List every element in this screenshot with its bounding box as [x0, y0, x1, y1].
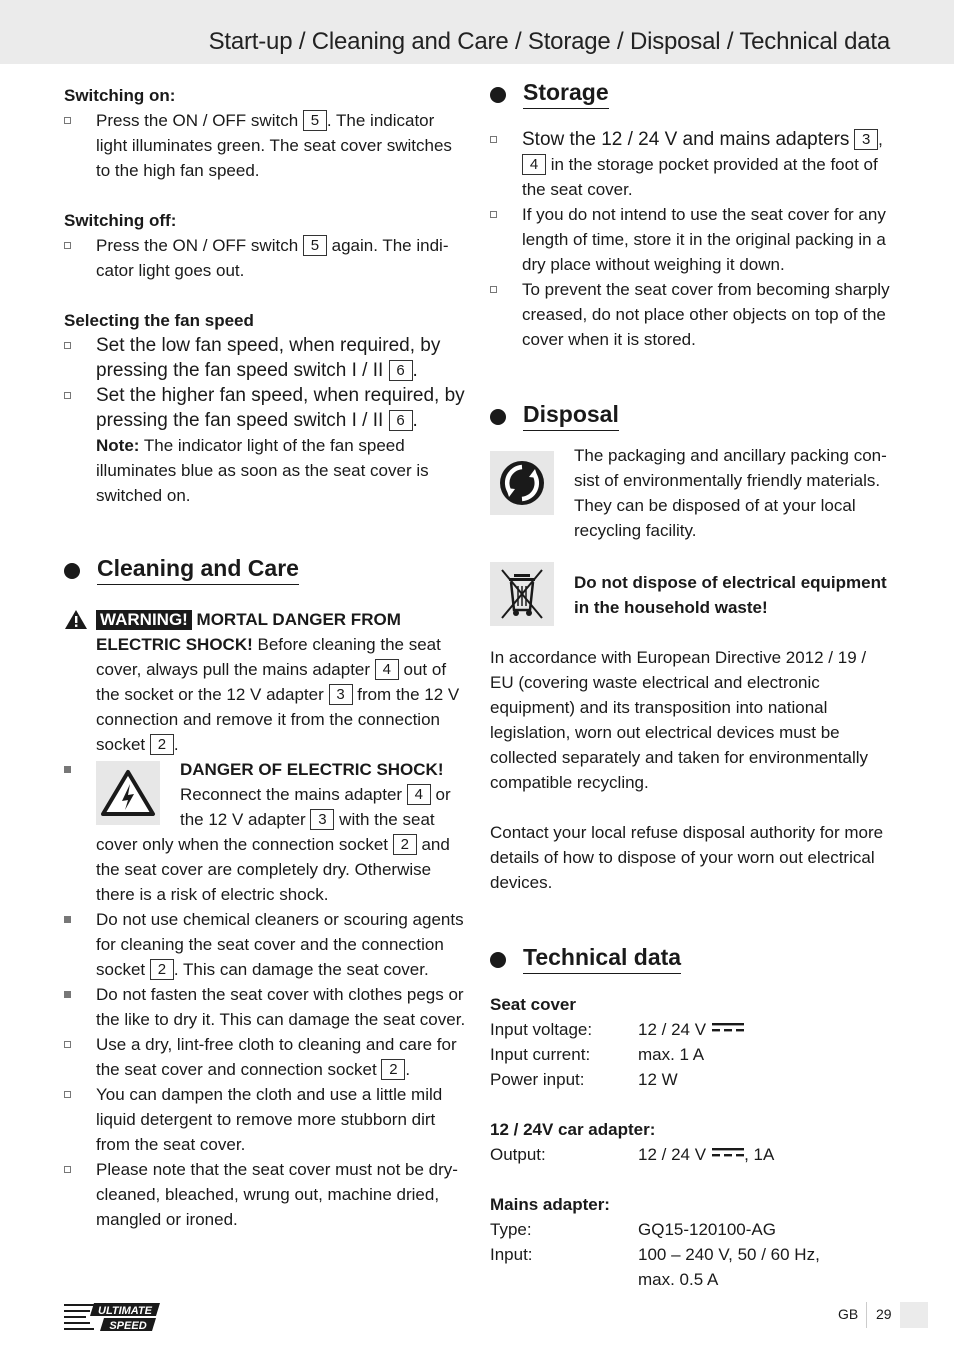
spec-key: Type:: [490, 1220, 532, 1239]
part-ref: 2: [150, 959, 174, 980]
part-ref: 3: [310, 809, 334, 830]
item-text: Please note that the seat cover must not be dry-cleaned, bleached, wrung out, machine dried, mangled or ironed.: [96, 1160, 458, 1229]
list-item: [64, 907, 466, 982]
page-number: 29: [876, 1306, 892, 1322]
spec-row: [490, 1067, 890, 1092]
spec-key: Input current:: [490, 1045, 591, 1064]
list-item: [64, 1157, 466, 1232]
crossed-out-bin-icon: [490, 562, 554, 626]
list-item: [490, 202, 890, 277]
item-text: To prevent the seat cover from becoming sharply creased, do not place other objects on top of the cover when it is stored.: [522, 280, 890, 349]
list-item: [64, 757, 466, 907]
weee-block: [490, 562, 890, 626]
part-ref: 2: [381, 1059, 405, 1080]
packaging-block: [490, 443, 890, 543]
spec-key: Power input:: [490, 1070, 585, 1089]
note-text: The indicator light of the fan speed illuminates blue as soon as the seat cover is switched on.: [96, 436, 429, 505]
part-ref: 4: [407, 784, 431, 805]
part-ref: 3: [329, 684, 353, 705]
mains-adapter-heading: Mains adapter:: [490, 1195, 610, 1214]
bullet-icon: [64, 916, 71, 923]
disposal-title: Disposal: [523, 402, 619, 431]
item-text: or the 12 V adapter: [180, 785, 451, 829]
list-item: [64, 233, 466, 283]
item-text: ,: [878, 130, 883, 149]
item-text: out of the socket or the 12 V adapter: [96, 660, 447, 704]
item-text: from the 12 V connection and remove it from the connection socket: [96, 685, 460, 754]
spec-row: [490, 1242, 890, 1292]
list-item: [64, 1082, 466, 1157]
spec-key: Output:: [490, 1145, 546, 1164]
section-bullet-icon: [64, 563, 80, 579]
item-text: Use a dry, lint-free cloth to cleaning and care for the seat cover and connection socket: [96, 1035, 457, 1079]
disposal-section-heading: [490, 402, 890, 431]
item-text: You can dampen the cloth and use a little mild liquid detergent to remove more stubborn dirt from the seat cover.: [96, 1085, 443, 1154]
spec-value-text: 12 / 24 V: [638, 1020, 707, 1039]
note-label: Note:: [96, 436, 140, 455]
bullet-icon: [64, 991, 71, 998]
item-text: . This can damage the seat cover.: [173, 960, 429, 979]
weee-warning-text: Do not dispose of electrical equipment in the household waste!: [574, 573, 887, 617]
spec-row: [490, 1017, 890, 1042]
list-item: [64, 108, 466, 183]
spec-value: [638, 1142, 774, 1167]
page-title: Start-up / Cleaning and Care / Storage / Disposal / Technical data: [208, 28, 890, 55]
spec-value: [638, 1017, 744, 1042]
bullet-icon: [490, 211, 497, 218]
item-text: Set the low fan speed, when required, by pressing the fan speed switch I / II: [96, 335, 441, 381]
dc-symbol-icon: [712, 1023, 744, 1032]
warning-triangle-icon: [64, 609, 88, 630]
packaging-text: The packaging and ancillary packing consist of environmentally friendly materials. They can be disposed of at your local recycling facility.: [574, 446, 887, 540]
item-text: Do not fasten the seat cover with clothes pegs or the like to dry it. This can damage the seat cover.: [96, 985, 466, 1029]
danger-heading: DANGER OF ELECTRIC SHOCK!: [180, 760, 444, 779]
fan-speed-heading: Selecting the fan speed: [64, 311, 254, 330]
item-text: and the seat cover are completely dry. Otherwise there is a risk of electric shock.: [96, 835, 450, 904]
section-bullet-icon: [490, 87, 506, 103]
spec-row: [490, 1217, 890, 1242]
brand-line2: SPEED: [109, 1320, 147, 1332]
item-text: Before cleaning the seat cover, always pull the mains adapter: [96, 635, 441, 679]
bullet-icon: [64, 242, 71, 249]
dc-symbol-icon: [712, 1148, 744, 1157]
item-text: .: [412, 360, 418, 381]
spec-row: [490, 1142, 890, 1167]
bullet-icon: [64, 766, 71, 773]
car-adapter-heading: 12 / 24V car adapter:: [490, 1120, 656, 1139]
part-ref: 3: [854, 129, 878, 150]
bullet-icon: [64, 1166, 71, 1173]
note: [64, 433, 466, 508]
footer-divider: [866, 1302, 867, 1328]
storage-title: Storage: [523, 80, 609, 109]
item-text: If you do not intend to use the seat cover for any length of time, store it in the original packing in a dry place without weighing it down.: [522, 205, 886, 274]
list-item: [490, 277, 890, 352]
brand-logo: [64, 1302, 162, 1337]
item-text: in the storage pocket provided at the foot of the seat cover.: [522, 155, 878, 199]
spec-key: Input voltage:: [490, 1020, 593, 1039]
list-item: [64, 333, 466, 383]
directive-text: In accordance with European Directive 2012 / 19 / EU (covering waste electrical and electronic equipment) and its transposition into national legislation, worn out electrical devices must be collected separately and taken for environmentally compatible recycling.: [490, 648, 868, 792]
spec-value: 12 W: [638, 1070, 678, 1089]
footer-tab: [900, 1302, 928, 1328]
technical-title: Technical data: [523, 945, 681, 974]
spec-row: [490, 1042, 890, 1067]
item-text: . The indicator light illuminates green. The seat cover switches to the high fan speed.: [96, 111, 452, 180]
item-text: .: [173, 735, 179, 754]
bullet-icon: [490, 286, 497, 293]
right-column: [490, 80, 890, 1292]
brand-line1: ULTIMATE: [98, 1305, 152, 1317]
spec-value: max. 1 A: [638, 1045, 705, 1064]
warning-bold-text: MORTAL DANGER FROM ELECTRIC SHOCK!: [96, 610, 401, 654]
spec-value-text: 12 / 24 V: [638, 1145, 707, 1164]
seat-cover-heading: Seat cover: [490, 995, 576, 1014]
contact-text: Contact your local refuse disposal authority for more details of how to dispose of your worn out electrical devices.: [490, 823, 884, 892]
item-text: Do not use chemical cleaners or scouring agents for cleaning the seat cover and the connection socket: [96, 910, 464, 979]
part-ref: 5: [303, 110, 327, 131]
cleaning-title: Cleaning and Care: [97, 556, 299, 585]
section-bullet-icon: [490, 409, 506, 425]
language-code: GB: [838, 1306, 859, 1322]
list-item: [64, 383, 466, 433]
switching-off-heading: Switching off:: [64, 211, 177, 230]
part-ref: 4: [522, 154, 546, 175]
item-text: .: [405, 1060, 411, 1079]
list-item: [64, 982, 466, 1032]
electric-shock-warning-icon: [96, 761, 160, 825]
item-text: Reconnect the mains adapter: [180, 785, 403, 804]
item-text: again. The indicator light goes out.: [96, 236, 449, 280]
section-bullet-icon: [490, 952, 506, 968]
bullet-icon: [64, 392, 71, 399]
item-text: Press the ON / OFF switch: [96, 236, 299, 255]
bullet-icon: [64, 342, 71, 349]
spec-value-text: max. 0.5 A: [638, 1270, 719, 1289]
bullet-icon: [64, 1091, 71, 1098]
list-item: [490, 127, 890, 202]
item-text: Stow the 12 / 24 V and mains adapters: [522, 129, 850, 150]
item-text: Press the ON / OFF switch: [96, 111, 299, 130]
part-ref: 2: [150, 734, 174, 755]
part-ref: 6: [389, 360, 413, 381]
spec-value-text: , 1A: [744, 1145, 775, 1164]
part-ref: 2: [393, 834, 417, 855]
part-ref: 4: [375, 659, 399, 680]
item-text: with the seat cover only when the connection socket: [96, 810, 435, 854]
bullet-icon: [64, 117, 71, 124]
bullet-icon: [490, 136, 497, 143]
spec-value: [638, 1242, 820, 1292]
warning-label: WARNING!: [96, 610, 192, 630]
page-header: [0, 0, 954, 64]
list-item: [64, 1032, 466, 1082]
technical-section-heading: [490, 945, 890, 974]
part-ref: 6: [389, 410, 413, 431]
spec-value: GQ15-120100-AG: [638, 1220, 776, 1239]
warning-block: [64, 607, 466, 757]
spec-value-text: 100 – 240 V, 50 / 60 Hz,: [638, 1245, 820, 1264]
left-column: [64, 83, 466, 1232]
spec-key: Input:: [490, 1245, 533, 1264]
item-text: Set the higher fan speed, when required, by pressing the fan speed switch I / II: [96, 385, 465, 431]
bullet-icon: [64, 1041, 71, 1048]
item-text: .: [412, 410, 418, 431]
recycling-green-dot-icon: [490, 451, 554, 515]
switching-on-heading: Switching on:: [64, 86, 176, 105]
cleaning-section-heading: [64, 556, 466, 585]
storage-section-heading: [490, 80, 890, 109]
part-ref: 5: [303, 235, 327, 256]
